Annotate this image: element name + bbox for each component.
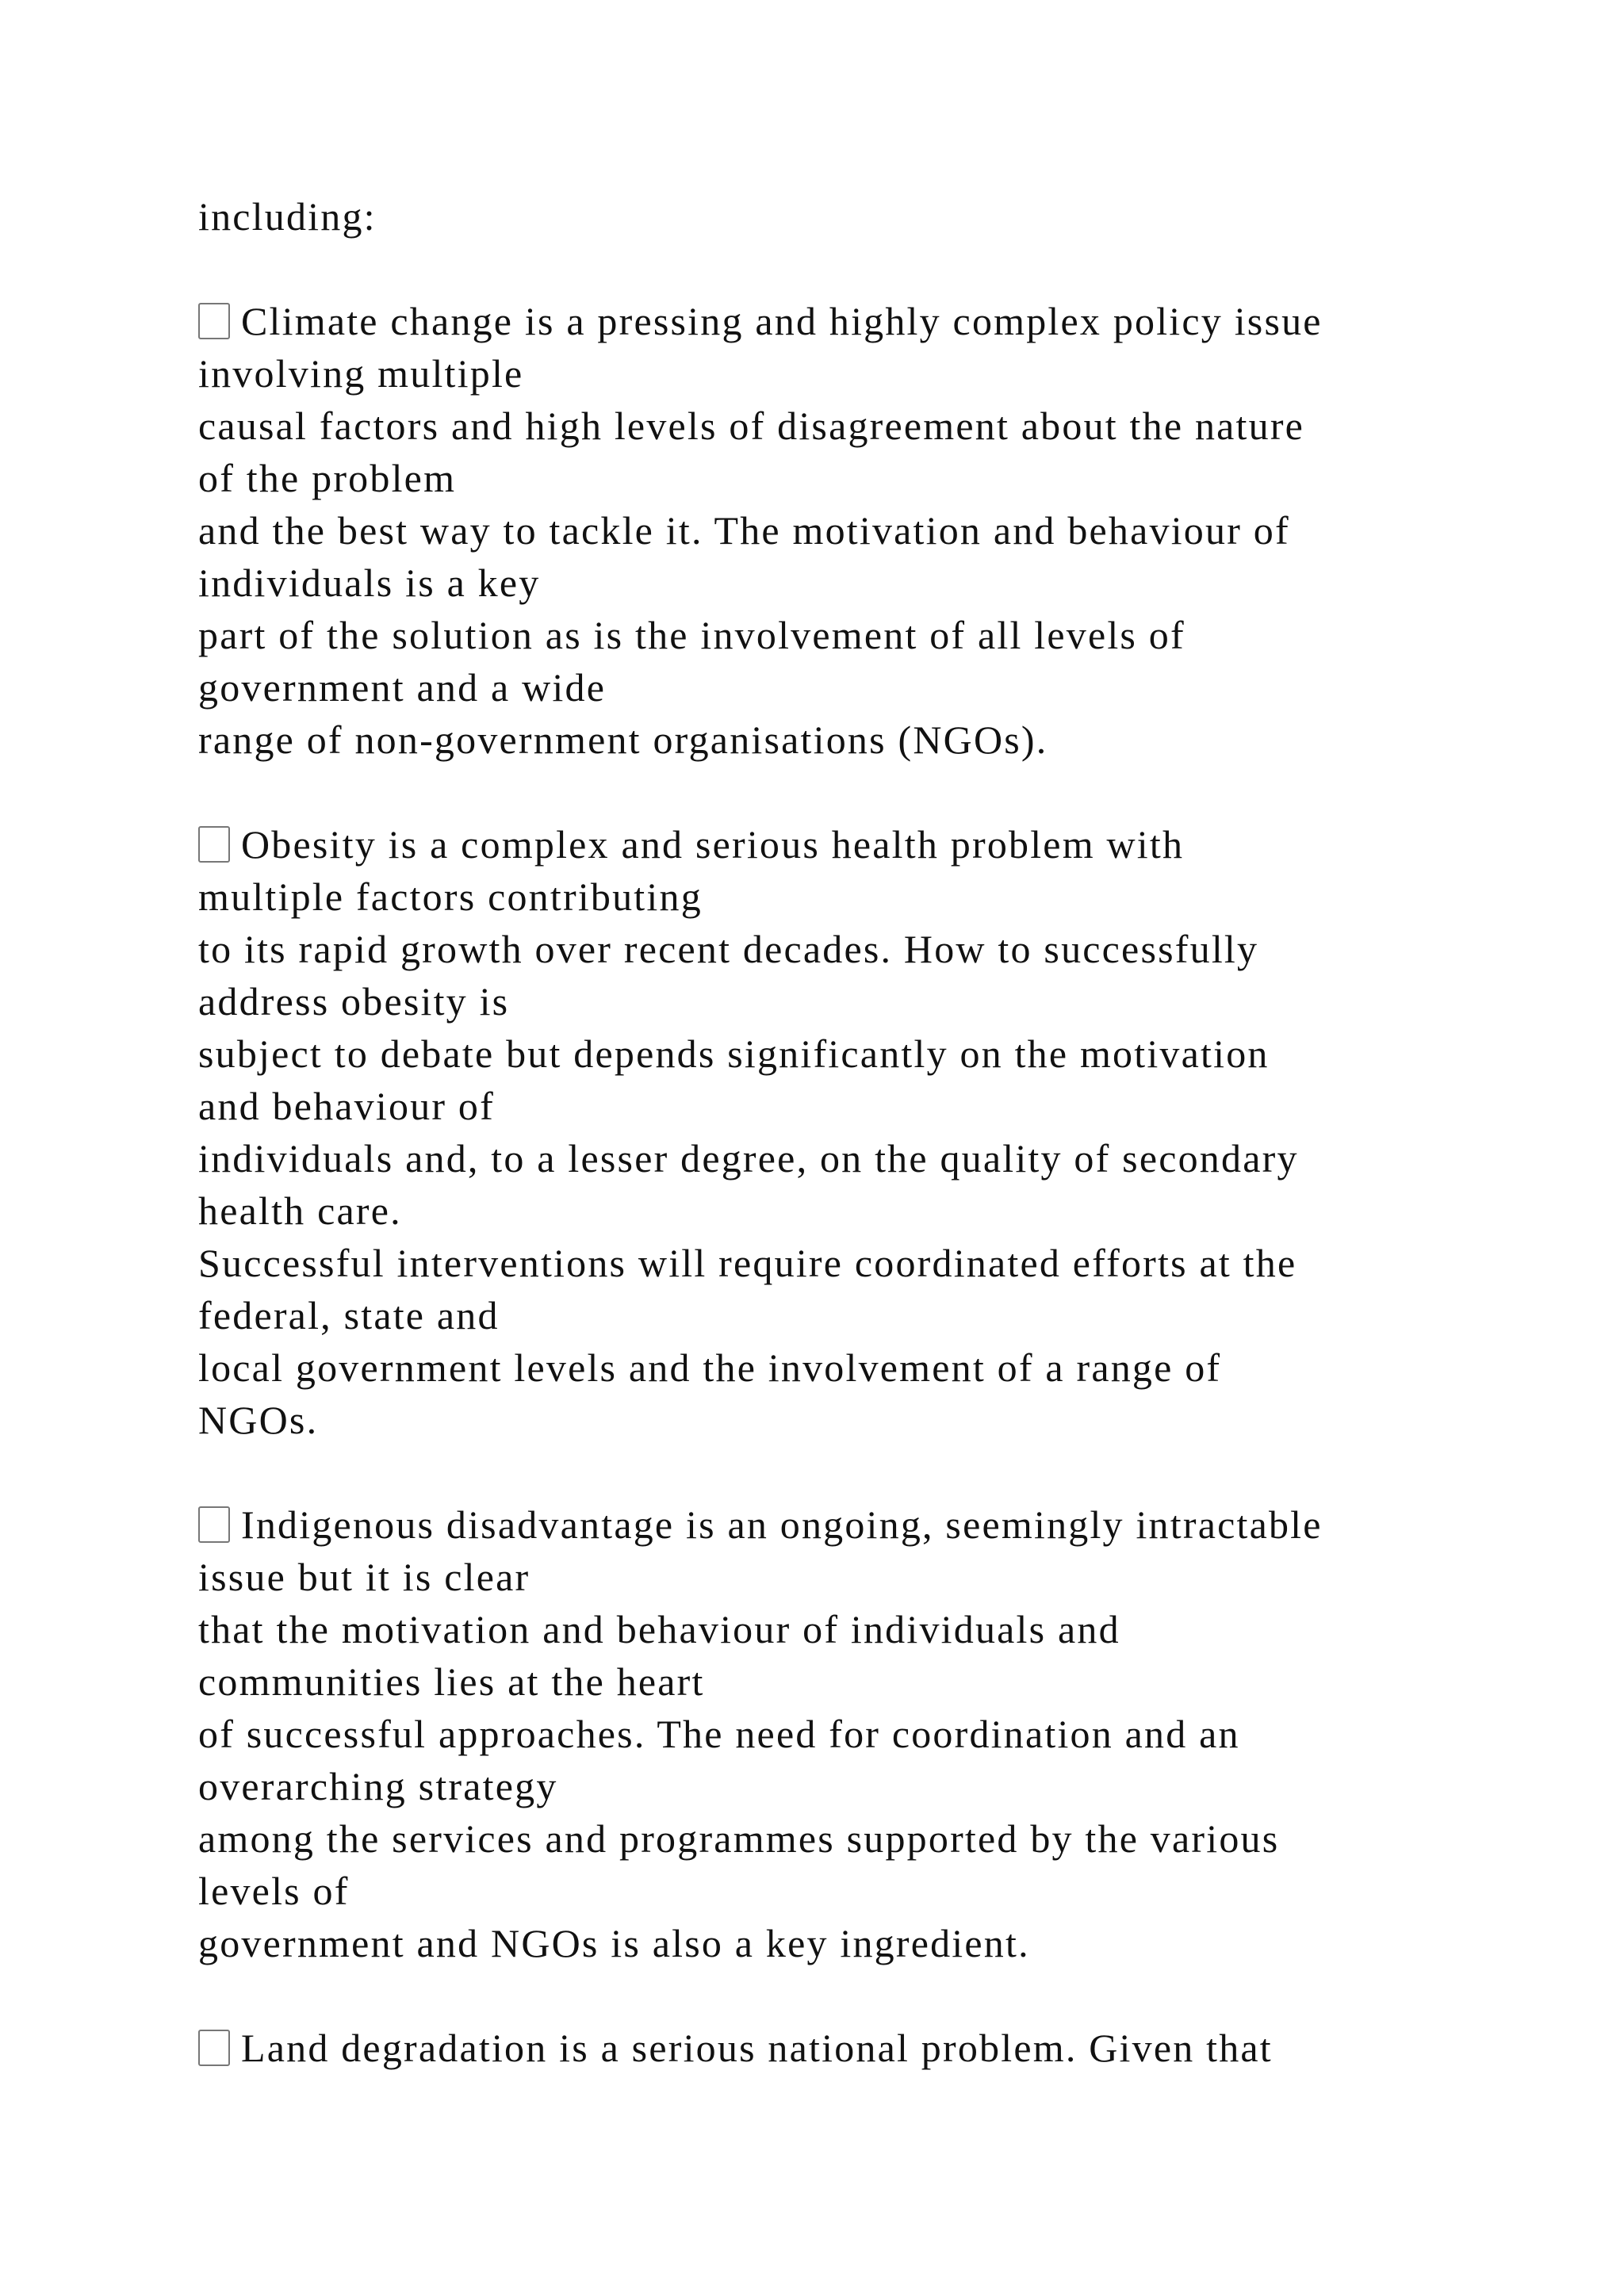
paragraph-line: among the services and programmes supported by the various bbox=[198, 1816, 1280, 1861]
paragraph-line: and behaviour of bbox=[198, 1084, 495, 1128]
paragraph-line: levels of bbox=[198, 1869, 350, 1913]
paragraph-line: that the motivation and behaviour of individuals and bbox=[198, 1607, 1120, 1651]
paragraph-line: subject to debate but depends significantly on the motivation bbox=[198, 1031, 1270, 1076]
paragraph-line: individuals and, to a lesser degree, on the quality of secondary bbox=[198, 1136, 1299, 1181]
paragraph-line: communities lies at the heart bbox=[198, 1659, 705, 1704]
paragraph-line: part of the solution as is the involvement of all levels of bbox=[198, 613, 1185, 657]
paragraph-line: and the best way to tackle it. The motivation and behaviour of bbox=[198, 508, 1290, 553]
missing-glyph-box-icon bbox=[198, 303, 230, 339]
paragraph-text: Obesity is a complex and serious health problem with bbox=[241, 822, 1185, 867]
paragraph-line: of successful approaches. The need for coordination and an bbox=[198, 1712, 1240, 1756]
paragraph-line: address obesity is bbox=[198, 979, 510, 1024]
blank-line bbox=[198, 1969, 1546, 2022]
intro-line: including: bbox=[198, 194, 377, 239]
missing-glyph-box-icon bbox=[198, 1506, 230, 1543]
paragraph-line bbox=[198, 295, 1546, 347]
blank-line bbox=[198, 243, 1546, 295]
paragraph-line: NGOs. bbox=[198, 1398, 319, 1442]
missing-glyph-box-icon bbox=[198, 2030, 230, 2066]
paragraph-line: involving multiple bbox=[198, 351, 524, 396]
paragraph-line: issue but it is clear bbox=[198, 1555, 530, 1599]
paragraph-line: causal factors and high levels of disagreement about the nature bbox=[198, 404, 1305, 448]
blank-line bbox=[198, 1446, 1546, 1498]
paragraph-line: overarching strategy bbox=[198, 1764, 558, 1808]
paragraph-line: to its rapid growth over recent decades. How to successfully bbox=[198, 927, 1259, 971]
paragraph-line: government and NGOs is also a key ingredient. bbox=[198, 1921, 1030, 1965]
paragraph-line: health care. bbox=[198, 1188, 402, 1233]
paragraph-line: federal, state and bbox=[198, 1293, 500, 1337]
blank-line bbox=[198, 766, 1546, 818]
paragraph-line: Successful interventions will require coordinated efforts at the bbox=[198, 1241, 1297, 1285]
paragraph-line: of the problem bbox=[198, 456, 457, 500]
missing-glyph-box-icon bbox=[198, 826, 230, 863]
document-body bbox=[198, 190, 1546, 2074]
paragraph-line: individuals is a key bbox=[198, 561, 541, 605]
paragraph-line bbox=[198, 2022, 1546, 2074]
paragraph-text: Land degradation is a serious national problem. Given that bbox=[241, 2026, 1273, 2070]
paragraph-line bbox=[198, 1498, 1546, 1551]
paragraph-text: Indigenous disadvantage is an ongoing, seemingly intractable bbox=[241, 1502, 1323, 1547]
paragraph-line: local government levels and the involvement of a range of bbox=[198, 1345, 1222, 1390]
paragraph-text: Climate change is a pressing and highly complex policy issue bbox=[241, 299, 1323, 343]
paragraph-line: range of non-government organisations (NGOs). bbox=[198, 718, 1048, 762]
paragraph-line: government and a wide bbox=[198, 665, 607, 710]
paragraph-line: multiple factors contributing bbox=[198, 874, 703, 919]
paragraph-line bbox=[198, 818, 1546, 871]
